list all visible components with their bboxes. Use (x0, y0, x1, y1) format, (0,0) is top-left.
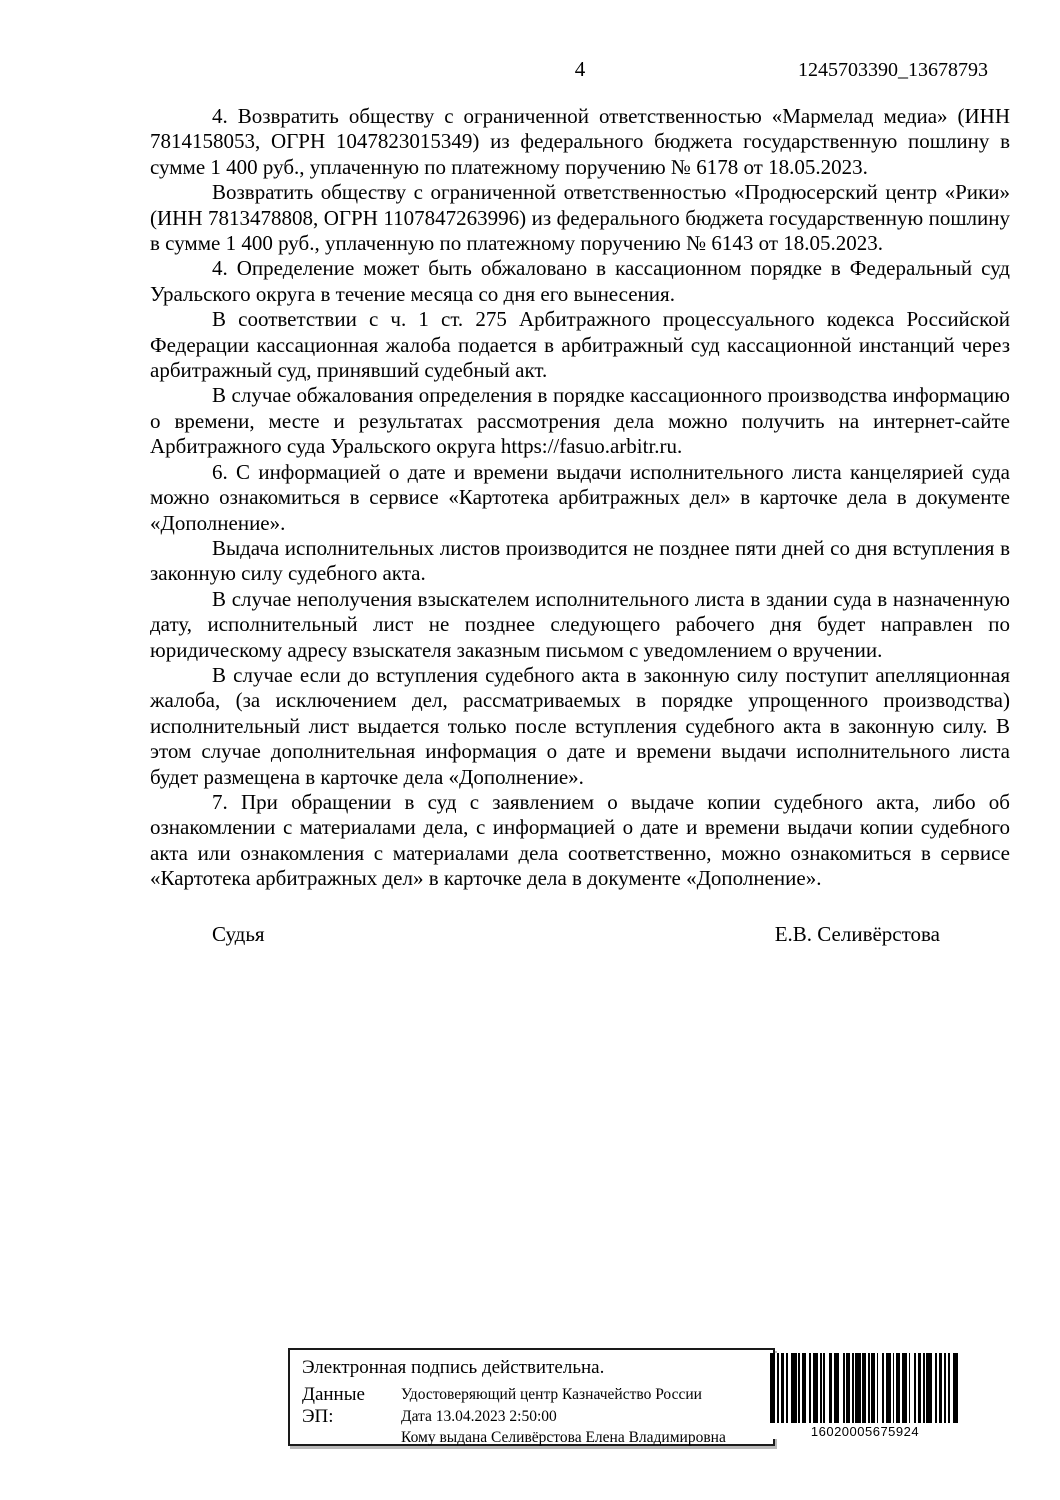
signature-row (150, 922, 1010, 947)
paragraph: В случае если до вступления судебного акта в законную силу поступит апелляционная жалоба, (за исключением дел, рассматриваемых в порядке упрощенного производства) исполнительный лист выдается только после вступления судебного акта в законную силу. В этом случае дополнительная информация о дате и времени выдачи исполнительного листа будет размещена в карточке дела «Дополнение». (150, 662, 1010, 789)
esign-details (401, 1384, 726, 1449)
paragraph: Выдача исполнительных листов производится не позднее пяти дней со дня вступления в законную силу судебного акта. (150, 535, 1010, 586)
esign-date: Дата 13.04.2023 2:50:00 (401, 1407, 557, 1425)
document-body (150, 104, 1010, 947)
paragraph: 6. С информацией о дате и времени выдачи исполнительного листа канцелярией суда можно ознакомиться в сервисе «Картотека арбитражных дел» в карточке дела в документе «Дополнение». (150, 459, 1010, 535)
esign-authority: Удостоверяющий центр Казначейство России (401, 1386, 702, 1403)
paragraph: 7. При обращении в суд с заявлением о выдаче копии судебного акта, либо об ознакомлении с материалами дела, с информацией о дате и времени выдачи копии судебного акта или ознакомления с материалами дела соответственно, можно ознакомиться в сервисе «Картотека арбитражных дел» в карточке дела в документе «Дополнение». (150, 789, 1010, 891)
paragraph: В соответствии с ч. 1 ст. 275 Арбитражного процессуального кодекса Российской Федерации кассационная жалоба подается в арбитражный суд кассационной инстанций через арбитражный суд, принявший судебный акт. (150, 307, 1010, 383)
esign-data-label: Данные ЭП: (302, 1384, 365, 1427)
judge-name: Е.В. Селивёрстова (774, 921, 940, 946)
paragraph: 4. Возвратить обществу с ограниченной ответственностью «Мармелад медиа» (ИНН 7814158053, ОГРН 1047823015349) из федерального бюджета государственную пошлину в сумме 1 400 руб., уплаченную по платежному поручению № 6178 от 18.05.2023. (150, 104, 1010, 179)
barcode-number: 16020005675924 (810, 1424, 920, 1439)
page-number: 4 (574, 57, 586, 81)
esign-valid-text: Электронная подпись действительна. (302, 1357, 605, 1378)
barcode (770, 1353, 960, 1423)
paragraph: 4. Определение может быть обжаловано в кассационном порядке в Федеральный суд Уральского округа в течение месяца со дня его вынесения. (150, 256, 1010, 306)
document-id: 1245703390_13678793 (798, 59, 988, 81)
judge-label: Судья (212, 921, 265, 946)
electronic-signature-stamp (288, 1348, 775, 1446)
barcode-block (770, 1353, 960, 1439)
paragraph: Возвратить обществу с ограниченной ответственностью «Продюсерский центр «Рики» (ИНН 7813478808, ОГРН 1107847263996) из федерального бюджета государственную пошлину в сумме 1 400 руб., уплаченную по платежному поручению № 6143 от 18.05.2023. (150, 180, 1010, 256)
paragraph: В случае обжалования определения в порядке кассационного производства информацию о времени, месте и результатах рассмотрения дела можно получить на интернет-сайте Арбитражного суда Уральского округа https://fasuo.arbitr.ru. (150, 383, 1010, 459)
barcode-bar (958, 1353, 960, 1423)
esign-data-row (302, 1384, 767, 1449)
paragraph: В случае неполучения взыскателем исполнительного листа в здании суда в назначенную дату, исполнительный лист не позднее следующего рабочего дня будет направлен по юридическому адресу взыскателя заказным письмом с уведомлением о вручении. (150, 586, 1010, 662)
esign-issued-to: Кому выдана Селивёрстова Елена Владимировна (401, 1429, 726, 1446)
